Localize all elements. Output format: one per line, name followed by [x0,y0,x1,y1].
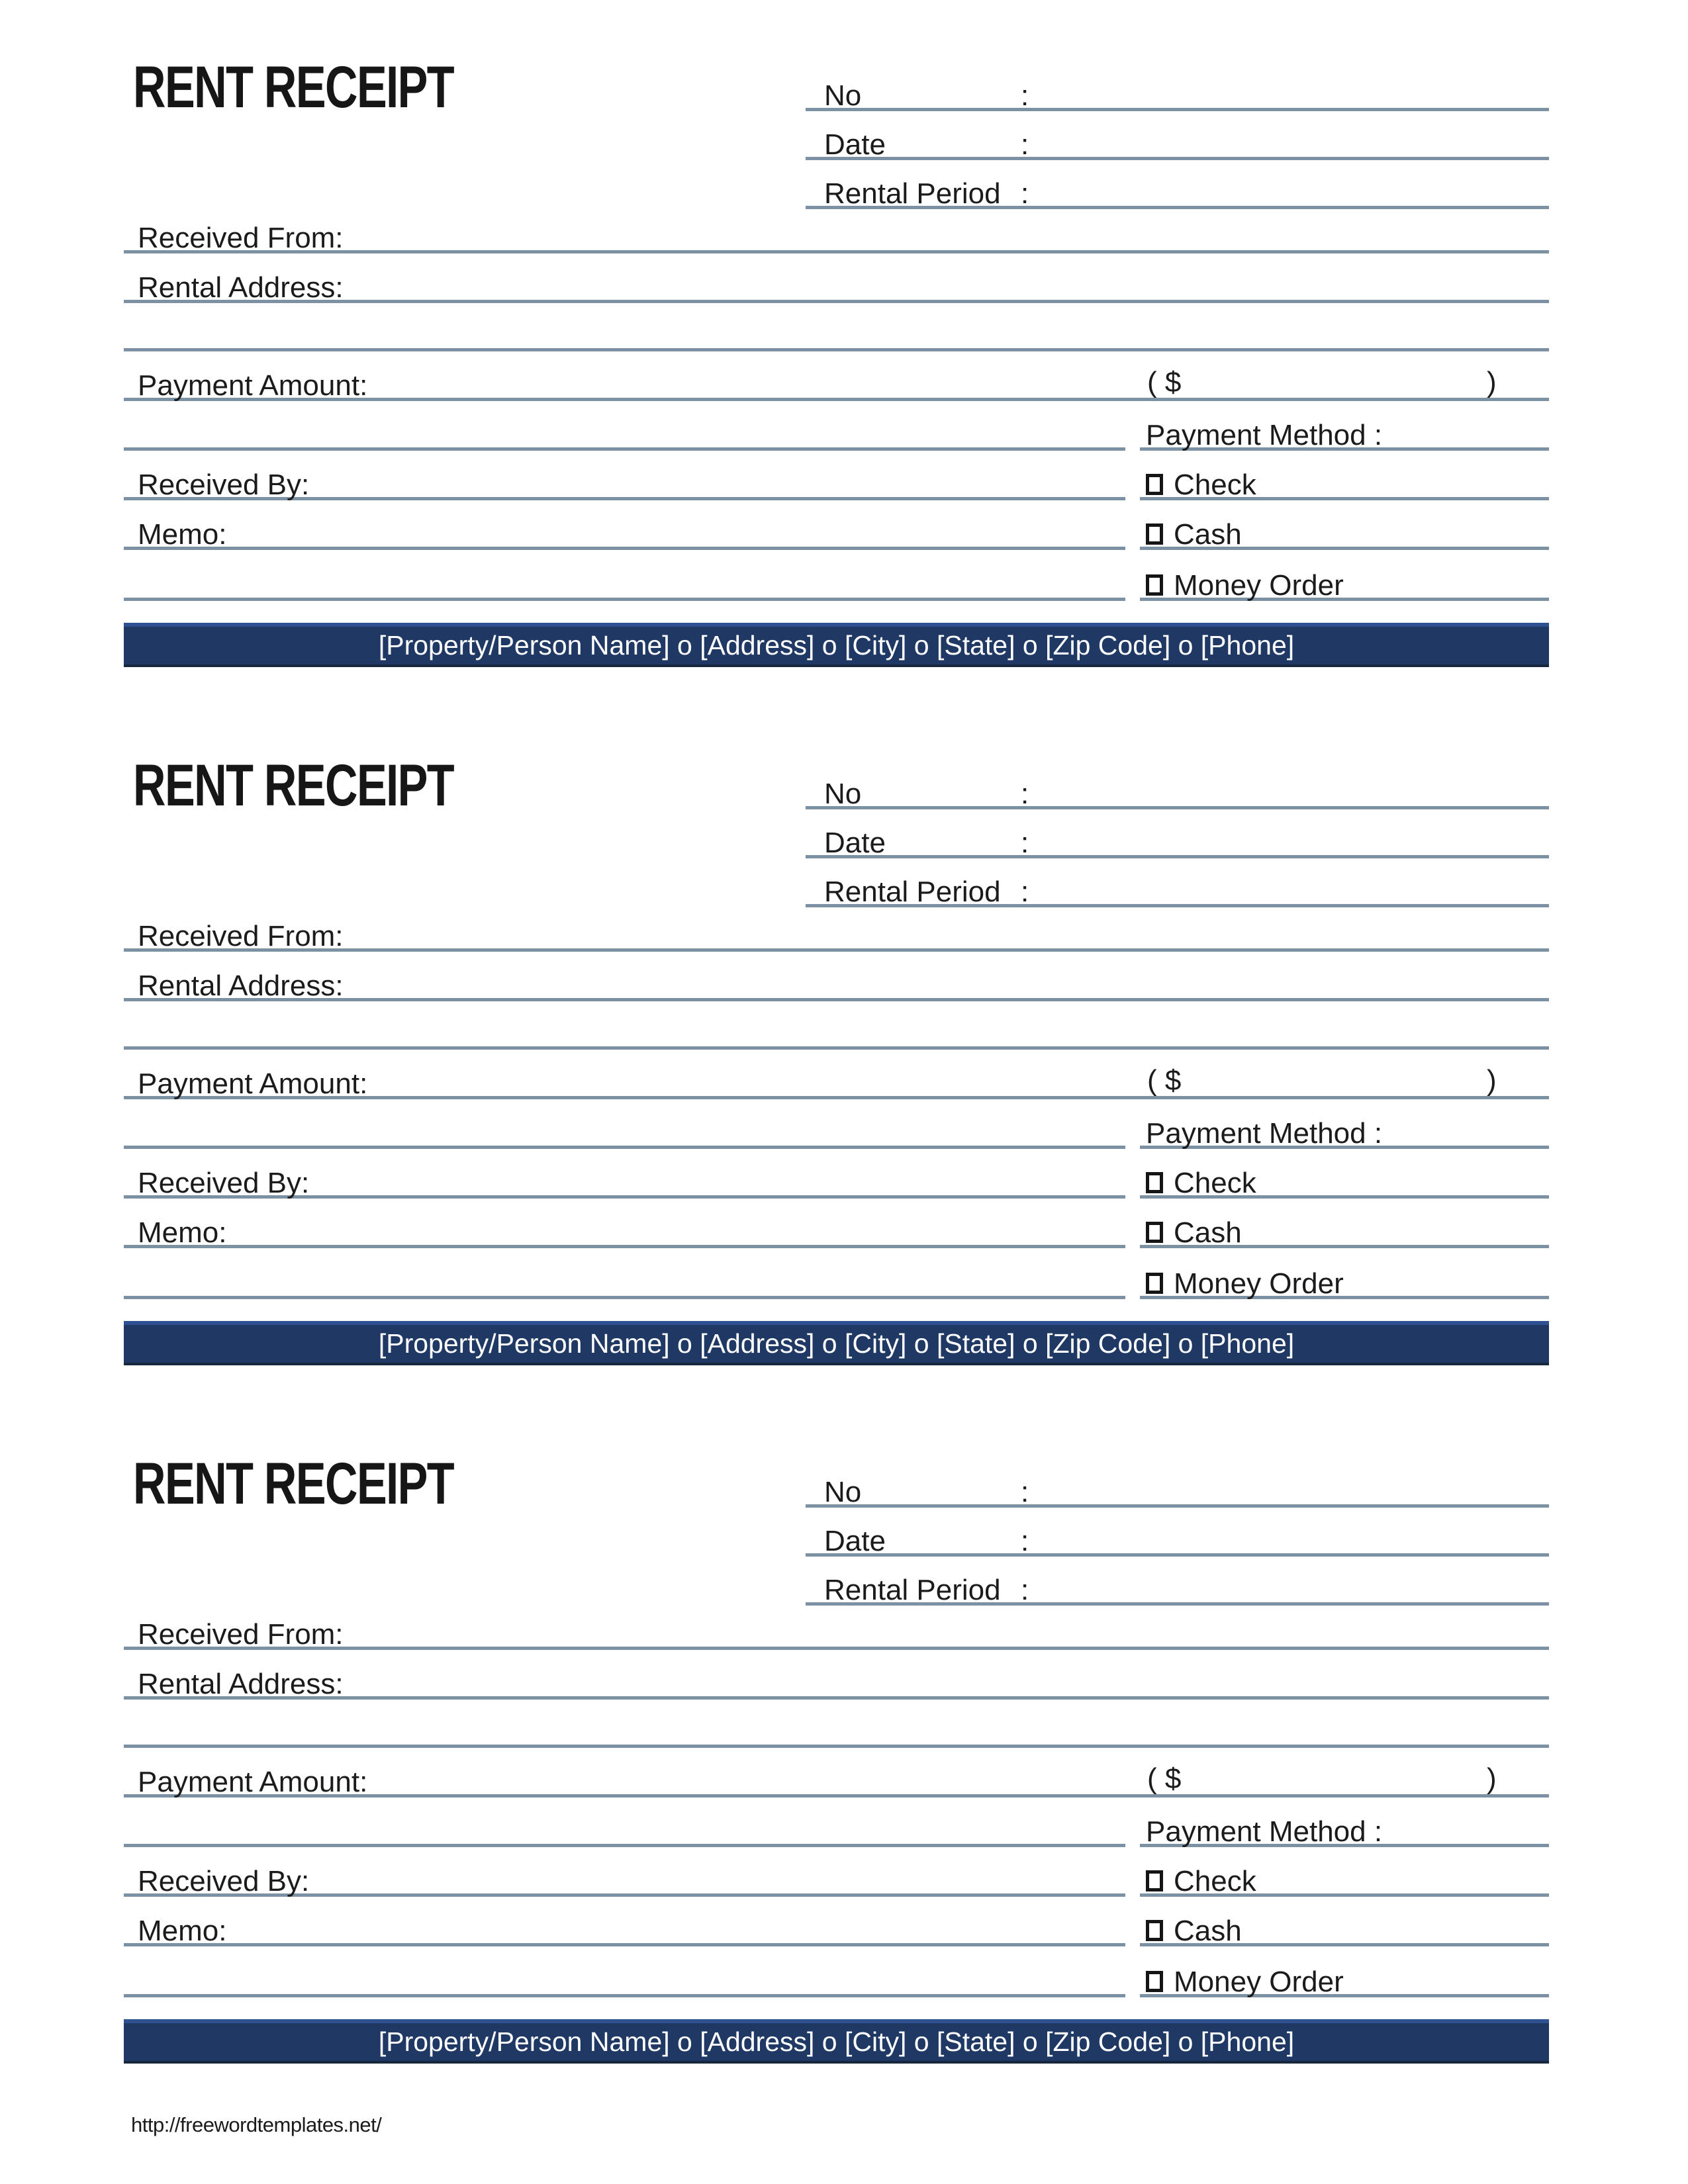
payment-amount-label: Payment Amount: [138,369,368,402]
amount-in-figures-line[interactable] [1216,1066,1468,1092]
check-checkbox[interactable] [1146,1870,1163,1891]
amount-paren-close: ) [1487,1762,1497,1795]
money-order-checkbox[interactable] [1146,1971,1163,1992]
rental-address-value-line[interactable] [344,1690,1549,1696]
date-value-line[interactable] [1029,150,1549,157]
receipt-title: RENT RECEIPT [133,1450,454,1516]
amount-paren-open-dollar: ( $ [1147,366,1182,398]
receipt-left-column [124,1797,1125,1997]
memo-value-line[interactable] [226,540,1125,547]
footer-banner [124,623,1549,667]
date-colon: : [1021,128,1029,161]
receipt-header-fields [806,1459,1549,1606]
money-order-checkbox[interactable] [1146,574,1163,596]
received-by-value-line[interactable] [309,490,1125,497]
received-from-value-line[interactable] [344,244,1549,250]
receipt-left-column [124,1099,1125,1299]
received-by-value-line[interactable] [309,1887,1125,1893]
blank-line-row [124,1001,1549,1050]
received-by-label: Received By: [138,1167,310,1199]
memo-value-line[interactable] [226,1238,1125,1245]
cash-option-row [1140,1897,1549,1946]
received-from-label: Received From: [138,1618,344,1651]
check-option-row [1140,1847,1549,1897]
no-colon: : [1021,79,1029,112]
blank-line-row [124,1099,1125,1149]
memo-row [124,1897,1125,1946]
date-field-row [806,809,1549,858]
rental-period-field-row [806,1557,1549,1606]
cash-checkbox[interactable] [1146,1920,1163,1941]
footer-url-link[interactable]: http://freewordtemplates.net/ [131,2113,382,2136]
payment-method-row [1140,1099,1549,1149]
amount-paren-close: ) [1487,1064,1497,1097]
check-option-label: Check [1174,1167,1256,1199]
rental-period-field-label: Rental Period [824,876,1001,908]
date-field-row [806,111,1549,160]
date-field-label: Date [824,128,886,161]
amount-paren-close: ) [1487,366,1497,398]
received-from-label: Received From: [138,222,344,254]
blank-line-row [124,550,1125,601]
payment-amount-label: Payment Amount: [138,1068,368,1100]
rental-address-label: Rental Address: [138,271,344,304]
received-by-row [124,1847,1125,1897]
memo-row [124,500,1125,550]
memo-row [124,1199,1125,1248]
blank-line-row [124,1700,1549,1748]
check-checkbox[interactable] [1146,1172,1163,1193]
cash-option-row [1140,1199,1549,1248]
rental-period-colon: : [1021,1574,1029,1606]
blank-line-row [124,1946,1125,1997]
blank-line-row [124,401,1125,451]
cash-option-label: Cash [1174,518,1242,551]
received-from-row [124,209,1549,253]
no-field-label: No [824,1476,862,1508]
payment-method-row [1140,401,1549,451]
rental-address-row [124,253,1549,303]
payment-method-column [1140,1099,1549,1299]
amount-in-figures-line[interactable] [1216,367,1468,394]
no-field-row [806,761,1549,809]
cash-option-row [1140,500,1549,550]
received-from-row [124,1606,1549,1650]
no-value-line[interactable] [1029,799,1549,806]
rental-period-colon: : [1021,876,1029,908]
rental-address-value-line[interactable] [344,991,1549,998]
payment-amount-row [124,1748,1549,1797]
rental-period-value-line[interactable] [1029,1596,1549,1602]
rental-address-row [124,952,1549,1001]
money-order-option-label: Money Order [1174,569,1344,602]
payment-method-row [1140,1797,1549,1847]
money-order-option-row [1140,1248,1549,1299]
check-option-row [1140,1149,1549,1199]
payment-amount-row [124,1050,1549,1099]
money-order-option-row [1140,550,1549,601]
no-value-line[interactable] [1029,101,1549,108]
received-by-row [124,451,1125,500]
check-option-label: Check [1174,469,1256,501]
footer-banner-text: [Property/Person Name] o [Address] o [City] o [State] o [Zip Code] o [Phone] [378,630,1295,660]
rent-receipt-section [124,54,1549,667]
payment-method-label: Payment Method : [1146,1815,1383,1848]
no-colon: : [1021,778,1029,810]
memo-label: Memo: [138,1915,227,1947]
received-from-label: Received From: [138,920,344,952]
received-from-value-line[interactable] [344,1640,1549,1647]
received-by-label: Received By: [138,469,310,501]
no-colon: : [1021,1476,1029,1508]
received-by-label: Received By: [138,1865,310,1897]
memo-label: Memo: [138,1216,227,1249]
rental-period-field-label: Rental Period [824,1574,1001,1606]
amount-paren-open-dollar: ( $ [1147,1064,1182,1097]
no-field-row [806,63,1549,111]
date-value-line[interactable] [1029,1547,1549,1553]
blank-line-row [124,1797,1125,1847]
date-field-label: Date [824,827,886,859]
amount-paren-open-dollar: ( $ [1147,1762,1182,1795]
money-order-option-row [1140,1946,1549,1997]
footer-banner [124,2019,1549,2064]
blank-line-row [124,1248,1125,1299]
received-by-row [124,1149,1125,1199]
footer-banner-text: [Property/Person Name] o [Address] o [City] o [State] o [Zip Code] o [Phone] [378,2026,1295,2057]
received-by-value-line[interactable] [309,1189,1125,1195]
cash-option-label: Cash [1174,1216,1242,1249]
payment-amount-row [124,351,1549,401]
rental-period-field-row [806,160,1549,209]
check-option-row [1140,451,1549,500]
cash-checkbox[interactable] [1146,523,1163,545]
amount-in-figures-line[interactable] [1216,1764,1468,1790]
date-value-line[interactable] [1029,848,1549,855]
date-colon: : [1021,1525,1029,1557]
no-field-label: No [824,79,862,112]
check-checkbox[interactable] [1146,474,1163,495]
money-order-option-label: Money Order [1174,1267,1344,1300]
cash-option-label: Cash [1174,1915,1242,1947]
cash-checkbox[interactable] [1146,1222,1163,1243]
rental-address-row [124,1650,1549,1700]
rental-address-label: Rental Address: [138,1668,344,1700]
rental-address-value-line[interactable] [344,293,1549,300]
date-colon: : [1021,827,1029,859]
rental-period-colon: : [1021,177,1029,210]
payment-method-column [1140,401,1549,601]
rental-period-value-line[interactable] [1029,897,1549,904]
date-field-row [806,1508,1549,1557]
receipt-header-fields [806,63,1549,209]
received-from-row [124,907,1549,952]
payment-method-label: Payment Method : [1146,1117,1383,1150]
footer-banner-text: [Property/Person Name] o [Address] o [City] o [State] o [Zip Code] o [Phone] [378,1328,1295,1359]
rental-period-field-label: Rental Period [824,177,1001,210]
date-field-label: Date [824,1525,886,1557]
money-order-option-label: Money Order [1174,1966,1344,1998]
memo-value-line[interactable] [226,1936,1125,1943]
receipt-left-column [124,401,1125,601]
rental-period-value-line[interactable] [1029,199,1549,206]
rental-address-label: Rental Address: [138,970,344,1002]
receipt-title: RENT RECEIPT [133,54,454,120]
payment-amount-label: Payment Amount: [138,1766,368,1798]
received-from-value-line[interactable] [344,942,1549,948]
receipt-header-fields [806,761,1549,907]
payment-method-column [1140,1797,1549,1997]
payment-method-label: Payment Method : [1146,419,1383,451]
receipt-title: RENT RECEIPT [133,752,454,818]
check-option-label: Check [1174,1865,1256,1897]
no-value-line[interactable] [1029,1498,1549,1504]
no-field-row [806,1459,1549,1508]
memo-label: Memo: [138,518,227,551]
rental-period-field-row [806,858,1549,907]
money-order-checkbox[interactable] [1146,1273,1163,1294]
rent-receipt-section [124,752,1549,1365]
no-field-label: No [824,778,862,810]
blank-line-row [124,303,1549,351]
rent-receipt-section [124,1450,1549,2064]
footer-banner [124,1321,1549,1365]
